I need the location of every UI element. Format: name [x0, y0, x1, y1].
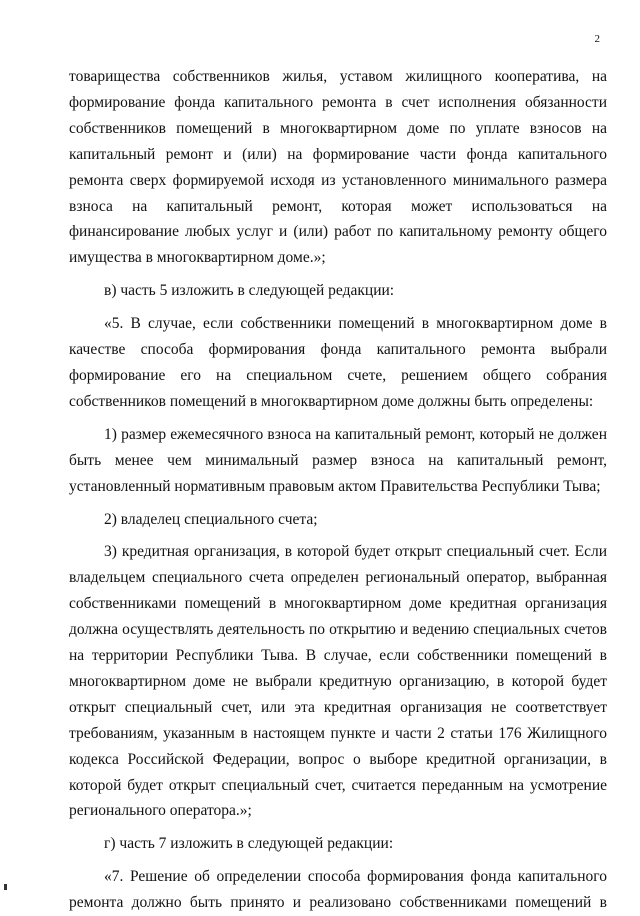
paragraph-gap	[69, 304, 607, 311]
paragraph-gap	[69, 857, 607, 864]
paragraph-gap	[69, 824, 607, 831]
paragraph-continuation: товарищества собственников жилья, уставом жилищного кооператива, на формирование фонда капитального ремонта в счет исполнения обязанности собственников помещений в многоквартирном доме по уплате взносов на капитальный ремонт и (или) на формирование части фонда капитального ремонта сверх формируемой исходя из установленного минимального размера взноса на капитальный ремонт, которая может использоваться на финансирование любых услуг и (или) работ по капитальному ремонту общего имущества в многоквартирном доме.»;	[69, 68, 607, 267]
page-number: 2	[594, 33, 600, 45]
paragraph-gap	[69, 415, 607, 422]
scan-edge-mark	[4, 884, 7, 890]
paragraph-item-v: в) часть 5 изложить в следующей редакции:	[104, 282, 395, 300]
paragraph-gap	[69, 271, 607, 278]
paragraph-subitem-1: 1) размер ежемесячного взноса на капитальный ремонт, который не должен быть менее чем минимальный размер взноса на капитальный ремонт, установленный нормативным правовым актом Правительства Республики Тыва;	[69, 425, 607, 495]
paragraph-part-7: «7. Решение об определении способа формирования фонда капитального ремонта должно быть принято и реализовано собственниками помещений в	[69, 868, 607, 912]
paragraph-subitem-2: 2) владелец специального счета;	[104, 510, 318, 528]
paragraph-gap	[69, 532, 607, 539]
paragraph-subitem-3: 3) кредитная организация, в которой будет открыт специальный счет. Если владельцем специального счета определен региональный оператор, выбранная собственниками помещений в многоквартирном доме кредитная организация должна осуществлять деятельность по открытию и ведению специальных счетов на территории Республики Тыва. В случае, если собственники помещений в многоквартирном доме не выбрали кредитную организацию, в которой будет открыт специальный счет, или эта кредитная организация не соответствует требованиям, указанным в настоящем пункте и части 2 статьи 176 Жилищного кодекса Российской Федерации, вопрос о выборе кредитной организации, в которой будет открыт специальный счет, считается переданным на усмотрение регионального оператора.»;	[69, 543, 607, 820]
document-body	[69, 64, 607, 916]
paragraph-item-g: г) часть 7 изложить в следующей редакции:	[104, 835, 394, 853]
paragraph-part-5: «5. В случае, если собственники помещений в многоквартирном доме в качестве способа формирования фонда капитального ремонта выбрали формирование его на специальном счете, решением общего собрания собственников помещений в многоквартирном доме должны быть определены:	[69, 315, 607, 410]
paragraph-gap	[69, 500, 607, 507]
